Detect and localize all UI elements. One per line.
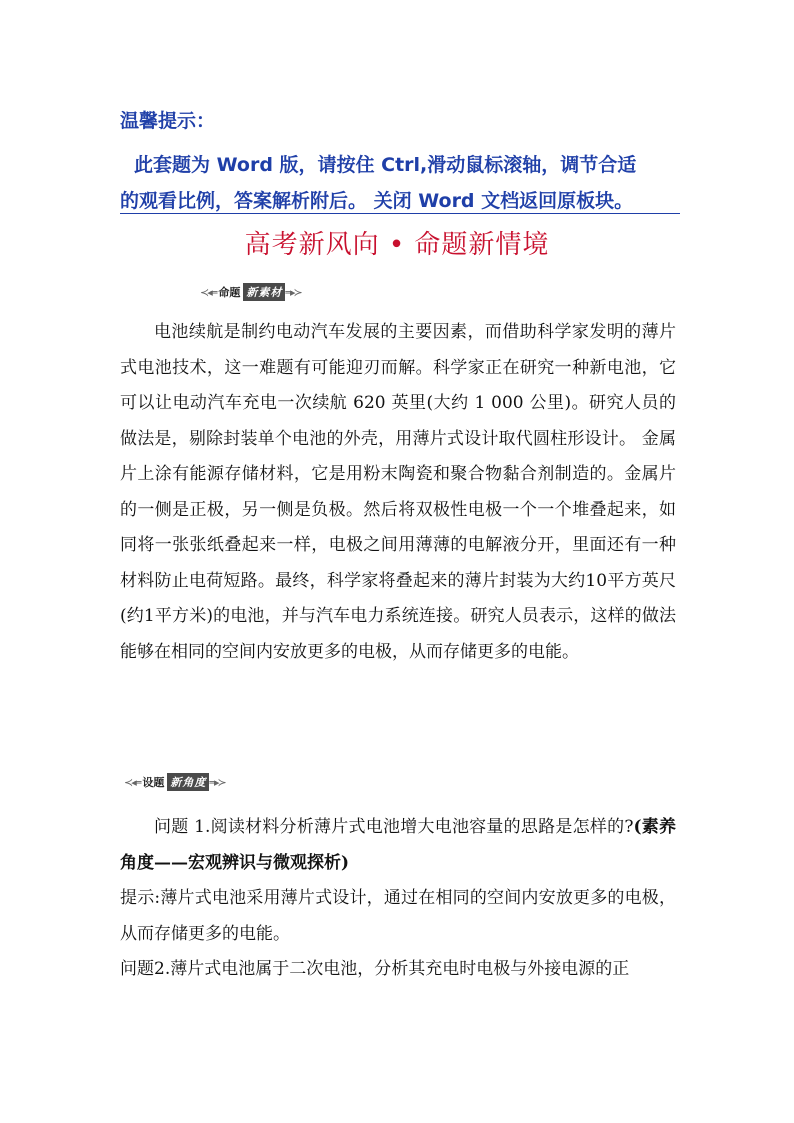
material-paragraph: 电池续航是制约电动汽车发展的主要因素，而借助科学家发明的薄片式电池技术，这一难题有可能迎刃而解。科学家正在研究一种新电池，它可以让电动汽车充电一次续航 620 英里(大约 1 000 公里)。研究人员的做法是，剔除封装单个电池的外壳，用薄片式设计取代圆柱形设计。 金属片上涂有能源存储材料，它是用粉末陶瓷和聚合物黏合剂制造的。金属片的一侧是正极，另一侧是负极。然后将双极性电极一个一个堆叠起来，如同将一张张纸叠起来一样，电极之间用薄薄的电解液分开，里面还有一种材料防止电荷短路。最终，科学家将叠起来的薄片封装为大约10平方英尺(约1平方米)的电池，并与汽车电力系统连接。研究人员表示，这样的做法能够在相同的空间内安放更多的电极，从而存储更多的电能。 <box>120 322 676 662</box>
questions-block <box>120 810 676 988</box>
question-1-tag: (素养角度——宏观辨识与微观探析) <box>120 817 676 873</box>
page-title: 高考新风向 • 命题新情境 <box>244 230 550 260</box>
banner-label: 设题 <box>142 776 165 789</box>
notice-body <box>120 147 680 219</box>
banner-box: 新角度 <box>167 773 209 791</box>
question-2: 问题2.薄片式电池属于二次电池，分析其充电时电极与外接电源的正 <box>120 959 630 979</box>
banner-label: 命题 <box>218 286 241 299</box>
banner-left-ornament-icon: ≺◂═ <box>200 285 216 299</box>
banner-left-ornament-icon: ≺◂═ <box>124 775 140 789</box>
section-banner-questions <box>124 771 225 793</box>
notice-line-2: 的观看比例，答案解析附后。 关闭 Word 文档返回原板块。 <box>120 190 634 212</box>
notice-title: 温馨提示： <box>120 110 216 132</box>
banner-right-ornament-icon: ═▸≻ <box>285 285 301 299</box>
section-banner-material <box>200 281 301 303</box>
banner-right-ornament-icon: ═▸≻ <box>209 775 225 789</box>
notice-underline <box>120 213 680 214</box>
answer-1: 提示:薄片式电池采用薄片式设计，通过在相同的空间内安放更多的电极，从而存储更多的电能。 <box>120 888 676 944</box>
question-1-text: 问题 1.阅读材料分析薄片式电池增大电池容量的思路是怎样的? <box>154 817 634 837</box>
question-1 <box>120 810 676 881</box>
banner-box: 新素材 <box>243 283 285 301</box>
notice-line-1: 此套题为 Word 版，请按住 Ctrl,滑动鼠标滚轴，调节合适 <box>134 154 637 176</box>
